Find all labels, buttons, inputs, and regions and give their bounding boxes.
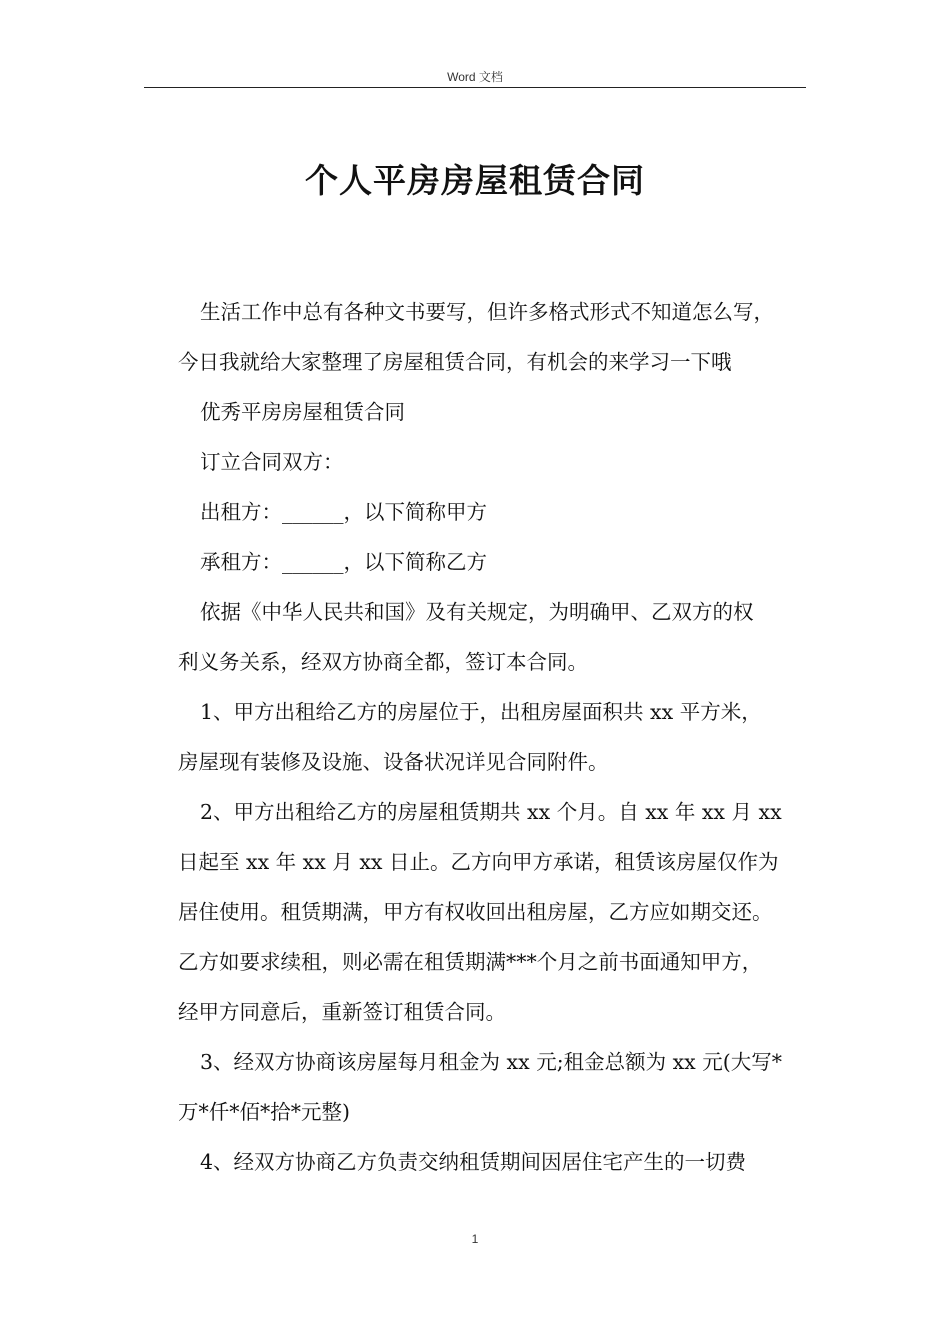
- body-line: 3、经双方协商该房屋每月租金为 xx 元;租金总额为 xx 元(大写*: [200, 1050, 783, 1074]
- document-body: [178, 287, 818, 1187]
- body-line: 4、经双方协商乙方负责交纳租赁期间因居住宅产生的一切费: [200, 1150, 747, 1174]
- body-line: 1、甲方出租给乙方的房屋位于，出租房屋面积共 xx 平方米，: [200, 700, 762, 724]
- body-line: 优秀平房房屋租赁合同: [200, 400, 405, 424]
- body-line: 万*仟*佰*拾*元整): [178, 1100, 350, 1124]
- body-line: 房屋现有装修及设施、设备状况详见合同附件。: [178, 750, 609, 774]
- body-line: 经甲方同意后，重新签订租赁合同。: [178, 1000, 506, 1024]
- body-line: 出租方：______，以下简称甲方: [200, 500, 487, 524]
- body-line: 居住使用。租赁期满，甲方有权收回出租房屋，乙方应如期交还。: [178, 900, 773, 924]
- document-title: 个人平房房屋租赁合同: [305, 161, 645, 200]
- body-line: 乙方如要求续租，则必需在租赁期满***个月之前书面通知甲方，: [178, 950, 763, 974]
- page-number: 1: [471, 1232, 479, 1246]
- body-line: 日起至 xx 年 xx 月 xx 日止。乙方向甲方承诺，租赁该房屋仅作为: [178, 850, 779, 874]
- body-line: 承租方：______，以下简称乙方: [200, 550, 487, 574]
- page-header: Word 文档: [447, 70, 503, 84]
- body-line: 订立合同双方：: [200, 450, 344, 474]
- body-line: 利义务关系，经双方协商全都，签订本合同。: [178, 650, 588, 674]
- body-line: 2、甲方出租给乙方的房屋租赁期共 xx 个月。自 xx 年 xx 月 xx: [200, 800, 782, 824]
- header-divider: [144, 87, 806, 88]
- body-line: 生活工作中总有各种文书要写，但许多格式形式不知道怎么写，: [200, 300, 774, 324]
- body-line: 依据《中华人民共和国》及有关规定，为明确甲、乙双方的权: [200, 600, 754, 624]
- body-line: 今日我就给大家整理了房屋租赁合同，有机会的来学习一下哦: [178, 350, 732, 374]
